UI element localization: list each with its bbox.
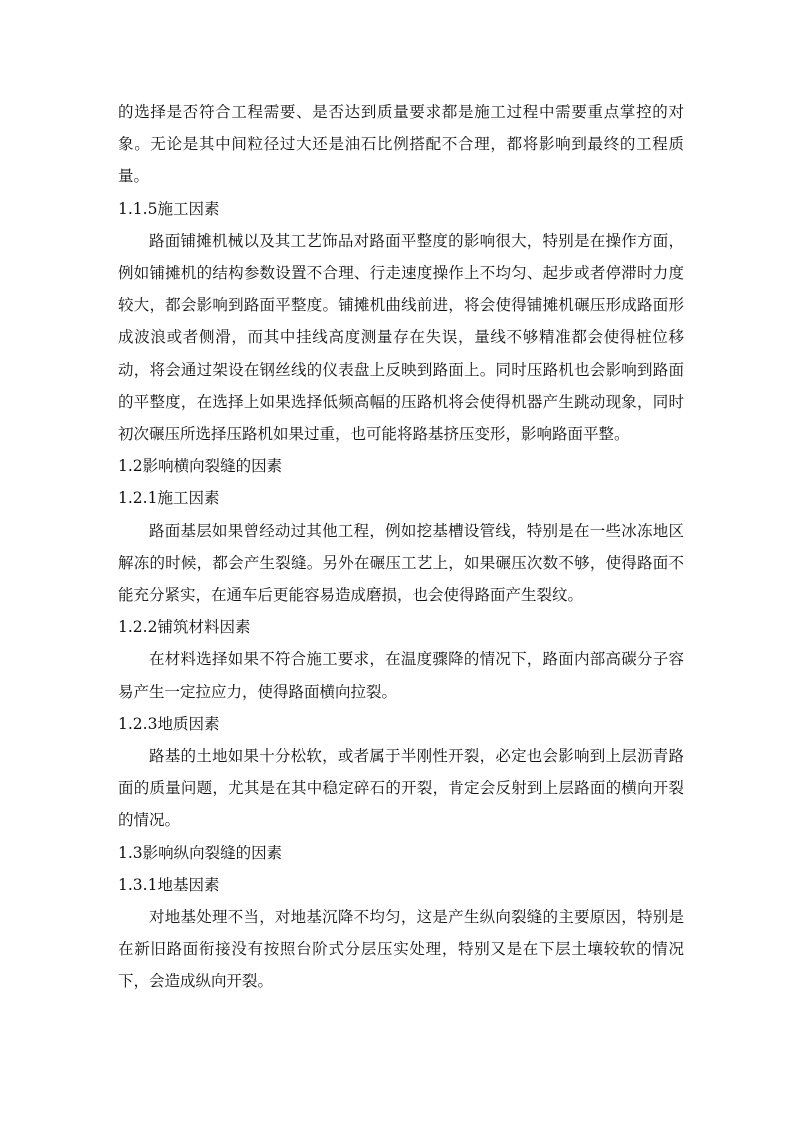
section-heading-1-1-5: 1.1.5施工因素 xyxy=(118,199,220,218)
paragraph-base-layer: 路面基层如果曾经动过其他工程，例如挖基槽设管线，特别是在一些冰冻地区解冻的时候，都会产生裂缝。另外在碾压工艺上，如果碾压次数不够，使得路面不能充分紧实，在通车后更能容易造成磨损，也会使得路面产生裂纹。 xyxy=(118,521,684,605)
section-heading-1-2-1: 1.2.1施工因素 xyxy=(118,489,220,508)
paragraph-paving-material: 在材料选择如果不符合施工要求，在温度骤降的情况下，路面内部高碳分子容易产生一定拉应力，使得路面横向拉裂。 xyxy=(118,650,684,701)
paragraph-construction-factors: 路面铺摊机械以及其工艺饰品对路面平整度的影响很大，特别是在操作方面，例如铺摊机的结构参数设置不合理、行走速度操作上不均匀、起步或者停滞时力度较大，都会影响到路面平整度。铺摊机曲线前进，将会使得铺摊机碾压形成路面形成波浪或者侧滑，而其中挂线高度测量存在失误，量线不够精准都会使得桩位移动，将会通过架设在钢丝线的仪表盘上反映到路面上。同时压路机也会影响到路面的平整度，在选择上如果选择低频高幅的压路机将会使得机器产生跳动现象，同时初次碾压所选择压路机如果过重，也可能将路基挤压变形，影响路面平整。 xyxy=(118,231,684,444)
document-body xyxy=(118,96,684,998)
paragraph-geology: 路基的土地如果十分松软，或者属于半刚性开裂，必定也会影响到上层沥青路面的质量问题，尤其是在其中稳定碎石的开裂，肯定会反射到上层路面的横向开裂的情况。 xyxy=(118,747,684,830)
section-heading-1-3: 1.3影响纵向裂缝的因素 xyxy=(118,843,283,862)
section-heading-1-2-2: 1.2.2铺筑材料因素 xyxy=(118,618,251,637)
section-heading-1-2: 1.2影响横向裂缝的因素 xyxy=(118,457,283,476)
paragraph-foundation: 对地基处理不当，对地基沉降不均匀，这是产生纵向裂缝的主要原因，特别是在新旧路面衔接没有按照台阶式分层压实处理，特别又是在下层土壤较软的情况下，会造成纵向开裂。 xyxy=(118,908,684,991)
section-heading-1-3-1: 1.3.1地基因素 xyxy=(118,875,220,894)
section-heading-1-2-3: 1.2.3地质因素 xyxy=(118,714,220,733)
paragraph-material-selection: 的选择是否符合工程需要、是否达到质量要求都是施工过程中需要重点掌控的对象。无论是其中间粒径过大还是油石比例搭配不合理，都将影响到最终的工程质量。 xyxy=(118,103,684,186)
